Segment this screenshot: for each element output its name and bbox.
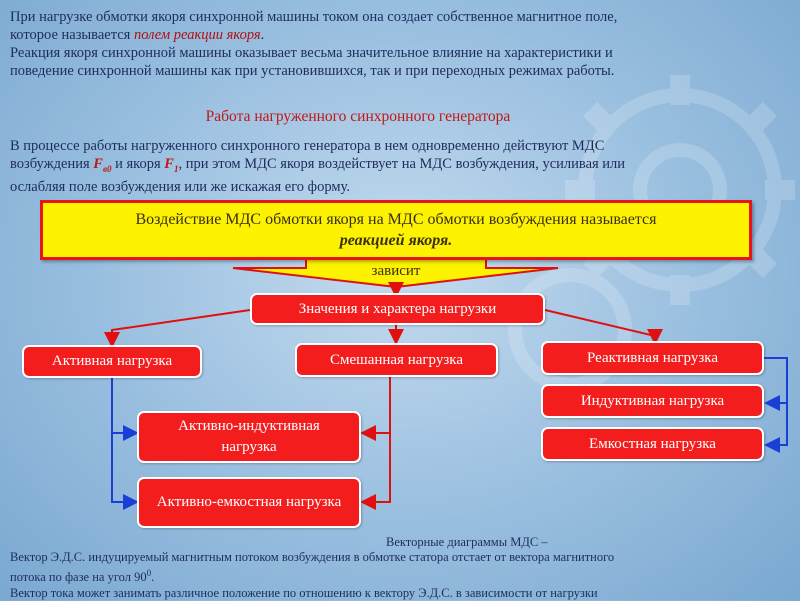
process-line-2b: и якоря [111,156,165,172]
blue-arrow-to-inductive [764,358,787,403]
definition-term: реакцией якоря. [339,232,453,249]
node-active-inductive-load: Активно-индуктивная нагрузка [137,411,361,463]
intro-line-3: Реакция якоря синхронной машины оказывает весьма значительное влияние на характеристики и [10,45,613,61]
intro-line-2-text: которое называется [10,27,134,43]
footer-text [10,549,614,601]
process-line-3: ослабляя поле возбуждения или же искажая его форму. [10,178,350,195]
blue-arrow-to-act-cap [112,433,137,502]
excitation-mmf-subscript: в0 [102,163,112,174]
footer-line-1: Вектор Э.Д.С. индуцируемый магнитным потоком возбуждения в обмотке статора отстает от вектора магнитного [10,550,615,564]
node-mixed-load: Смешанная нагрузка [295,343,498,377]
degree-superscript: 0 [146,568,152,578]
process-line-2a: возбуждения [10,156,94,172]
arrow-to-reactive [545,310,655,343]
footer-line-3: Вектор тока может занимать различное положение по отношению к вектору Э.Д.С. в зависимости от нагрузки [10,586,598,601]
node-active-capacitive-load: Активно-емкостная нагрузка [137,477,361,528]
node-reactive-load: Реактивная нагрузка [541,341,764,375]
footer-line-2-text: потока по фазе на угол 90 [10,570,147,585]
definition-text: Воздействие МДС обмотки якоря на МДС обмотки возбуждения называется [135,211,657,228]
armature-mmf-subscript: 1 [173,163,179,174]
red-arrow-to-act-cap [362,433,390,502]
intro-line-1: При нагрузке обмотки якоря синхронной машины током она создает собственное магнитное поле, [10,9,618,25]
intro-line-4: поведение синхронной машины как при установившихся, так и при переходных режимах работы. [10,63,615,79]
node-active-load: Активная нагрузка [22,345,202,378]
armature-mmf-letter: F [164,156,174,172]
footer-title: Векторные диаграммы МДС – [386,535,548,549]
depends-label: зависит [371,263,421,279]
node-inductive-load: Индуктивная нагрузка [541,384,764,418]
footer-line-2 [10,565,614,585]
node-load-value-and-type: Значения и характера нагрузки [250,293,545,325]
process-line-2c: , при этом МДС якоря воздействует на МДС возбуждения, усиливая или [178,156,626,172]
blue-arrow-to-act-ind [112,378,137,433]
section-subtitle-text: Работа нагруженного синхронного генератора [205,108,511,125]
definition-box [40,200,752,260]
footer-line-2-end: . [151,570,155,585]
armature-reaction-field-term: полем реакции якоря [133,27,261,43]
excitation-mmf-letter: F [93,156,103,172]
blue-arrow-to-capacitive [766,403,787,445]
node-capacitive-load: Емкостная нагрузка [541,427,764,461]
intro-line-2-end: . [260,27,265,43]
arrow-to-active [112,310,250,346]
red-arrow-to-act-ind [362,377,390,433]
process-line-1: В процессе работы нагруженного синхронного генератора в нем одновременно действуют МДС [10,138,605,154]
